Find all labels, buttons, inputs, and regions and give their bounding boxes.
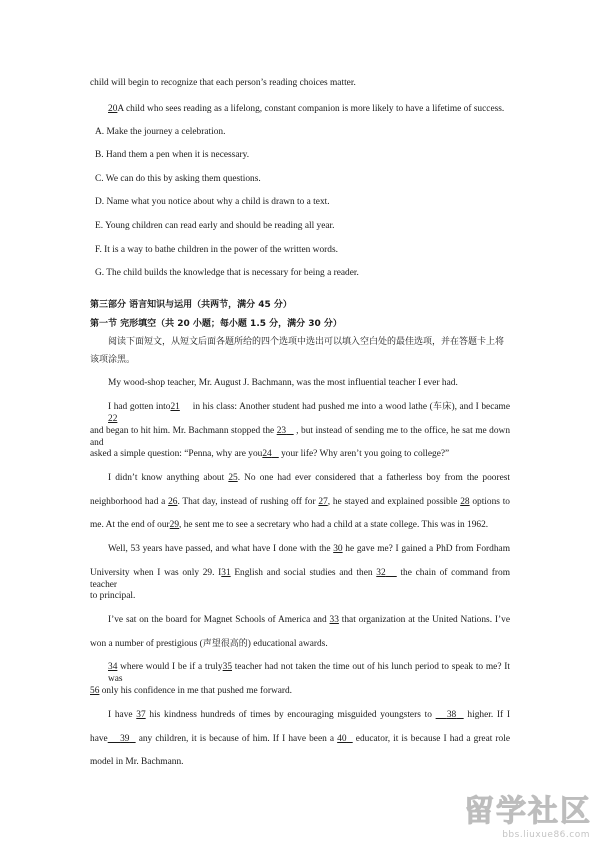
question-20: [108, 103, 504, 115]
option-e: E. Young children can read early and should be reading all year.: [95, 221, 335, 231]
text-run: have: [90, 734, 108, 744]
text-run: asked a simple question: “Penna, why are you: [90, 449, 263, 459]
watermark-logo: 留学社区: [464, 794, 592, 829]
watermark: [442, 796, 592, 840]
text-run: won a number of prestigious (: [90, 639, 203, 649]
text-run: Well, 53 years have passed, and what have I done with the: [108, 544, 334, 554]
text-run: any children, it is because of him. If I have been a: [135, 734, 338, 744]
instructions-line-1: 阅读下面短文，从短文后面各题所给的四个选项中选出可以填入空白处的最佳选项，并在答题卡上将: [108, 337, 505, 347]
passage-p6-line2: [90, 685, 292, 697]
text-run: I didn’t know anything about: [108, 473, 229, 483]
text-run: higher. If I: [463, 710, 511, 720]
text-run: , but instead of sending me to the office, he sat me down and: [90, 426, 511, 448]
question-20-text: A child who sees reading as a lifelong, constant companion is more likely to have a lifetime of success.: [117, 104, 505, 114]
option-f: F. It is a way to bathe children in the power of the written words.: [95, 245, 338, 255]
text-run-cjk: 声望很高的: [202, 639, 248, 649]
blank-29: 29: [169, 520, 180, 530]
text-run: , he stayed and explained possible: [327, 497, 461, 507]
text-run: and began to hit him. Mr. Bachmann stopped the: [90, 426, 277, 436]
text-run: options to: [469, 497, 510, 507]
blank-33: 33: [329, 615, 339, 625]
blank-30: 30: [333, 544, 343, 554]
blank-27: 27: [318, 497, 328, 507]
option-g: G. The child builds the knowledge that is necessary for being a reader.: [95, 268, 359, 278]
text-run: neighborhood had a: [90, 497, 169, 507]
option-b: B. Hand them a pen when it is necessary.: [95, 150, 250, 160]
passage-p6-line1: [108, 661, 510, 685]
passage-p4-line2: [90, 567, 510, 591]
text-run: English and social studies and then: [230, 568, 377, 578]
intro-line: child will begin to recognize that each person’s reading choices matter.: [90, 78, 356, 88]
blank-32: 32: [376, 568, 386, 578]
section-sub-heading: 第一节 完形填空（共 20 小题；每小题 1.5 分，满分 30 分）: [90, 319, 342, 329]
blank-39: 39: [120, 734, 130, 744]
text-run: he gave me? I gained a PhD from Fordham: [342, 544, 510, 554]
passage-p3-line2: [90, 496, 510, 508]
text-run: ) educational awards.: [247, 639, 328, 649]
passage-p1: My wood-shop teacher, Mr. August J. Bachmann, was the most influential teacher I ever had.: [108, 378, 458, 388]
blank-24: 24: [262, 449, 272, 459]
text-run: educator, it is because I had a great role: [352, 734, 511, 744]
passage-p4-line3: to principal.: [90, 591, 136, 601]
blank-23: 23: [276, 426, 287, 436]
passage-p3-line3: [90, 519, 488, 531]
text-run: ), and I became: [451, 402, 510, 412]
blank-31: 31: [221, 568, 231, 578]
blank-25: 25: [228, 473, 238, 483]
passage-p2-line3: [90, 448, 449, 460]
blank-28: 28: [460, 497, 470, 507]
passage-p4-line1: [108, 543, 510, 555]
blank-26: 26: [168, 497, 178, 507]
text-run: I had gotten into: [108, 402, 171, 412]
option-c: C. We can do this by asking them questions.: [95, 174, 261, 184]
passage-p7-line3: model in Mr. Bachmann.: [90, 757, 184, 767]
text-run-cjk: 车床: [432, 402, 452, 412]
text-run: in his class: Another student had pushed me into a wood lathe (: [190, 402, 433, 412]
text-run: I’ve sat on the board for Magnet Schools of America and: [108, 615, 330, 625]
blank-21: 21: [170, 402, 180, 412]
question-20-number: 20: [108, 104, 118, 114]
passage-p7-line2: [90, 733, 510, 745]
blank-37: 37: [136, 710, 146, 720]
blank-22: 22: [108, 414, 118, 424]
passage-p7-line1: [108, 709, 510, 721]
text-run: , he sent me to see a secretary who had a child at a state college. This was in 1962.: [179, 520, 489, 530]
text-run: . That day, instead of rushing off for: [177, 497, 319, 507]
text-run: only his confidence in me that pushed me forward.: [99, 686, 293, 696]
watermark-url: bbs.liuxue86.com: [502, 830, 590, 840]
instructions-line-2: 该项涂黑。: [90, 355, 136, 365]
text-run: the chain of command from teacher: [90, 568, 510, 590]
text-run: teacher had not taken the time out of his lunch period to speak to me? It was: [108, 662, 510, 684]
option-a: A. Make the journey a celebration.: [95, 127, 226, 137]
text-run: your life? Why aren’t you going to college?”: [278, 449, 450, 459]
passage-p2-line1: [108, 401, 510, 425]
text-run: University when I was only 29. I: [90, 568, 222, 578]
option-d: D. Name what you notice about why a child is drawn to a text.: [95, 197, 330, 207]
text-run: that organization at the United Nations. I’ve: [338, 615, 510, 625]
blank-34: 34: [108, 662, 118, 672]
section-heading: 第三部分 语言知识与运用（共两节，满分 45 分）: [90, 300, 292, 310]
text-run: where would I be if a truly: [117, 662, 223, 672]
blank-35: 35: [222, 662, 232, 672]
blank-38: 38: [446, 710, 457, 720]
text-run: I have: [108, 710, 137, 720]
blank-40: 40: [337, 734, 347, 744]
text-run: his kindness hundreds of times by encouraging misguided youngsters to: [145, 710, 436, 720]
text-run: me. At the end of our: [90, 520, 170, 530]
passage-p3-line1: [108, 472, 510, 484]
passage-p2-line2: [90, 425, 510, 449]
passage-p5-line1: [108, 614, 510, 626]
blank-36: 56: [90, 686, 100, 696]
text-run: . No one had ever considered that a fatherless boy from the poorest: [237, 473, 510, 483]
passage-p5-line2: [90, 638, 328, 650]
